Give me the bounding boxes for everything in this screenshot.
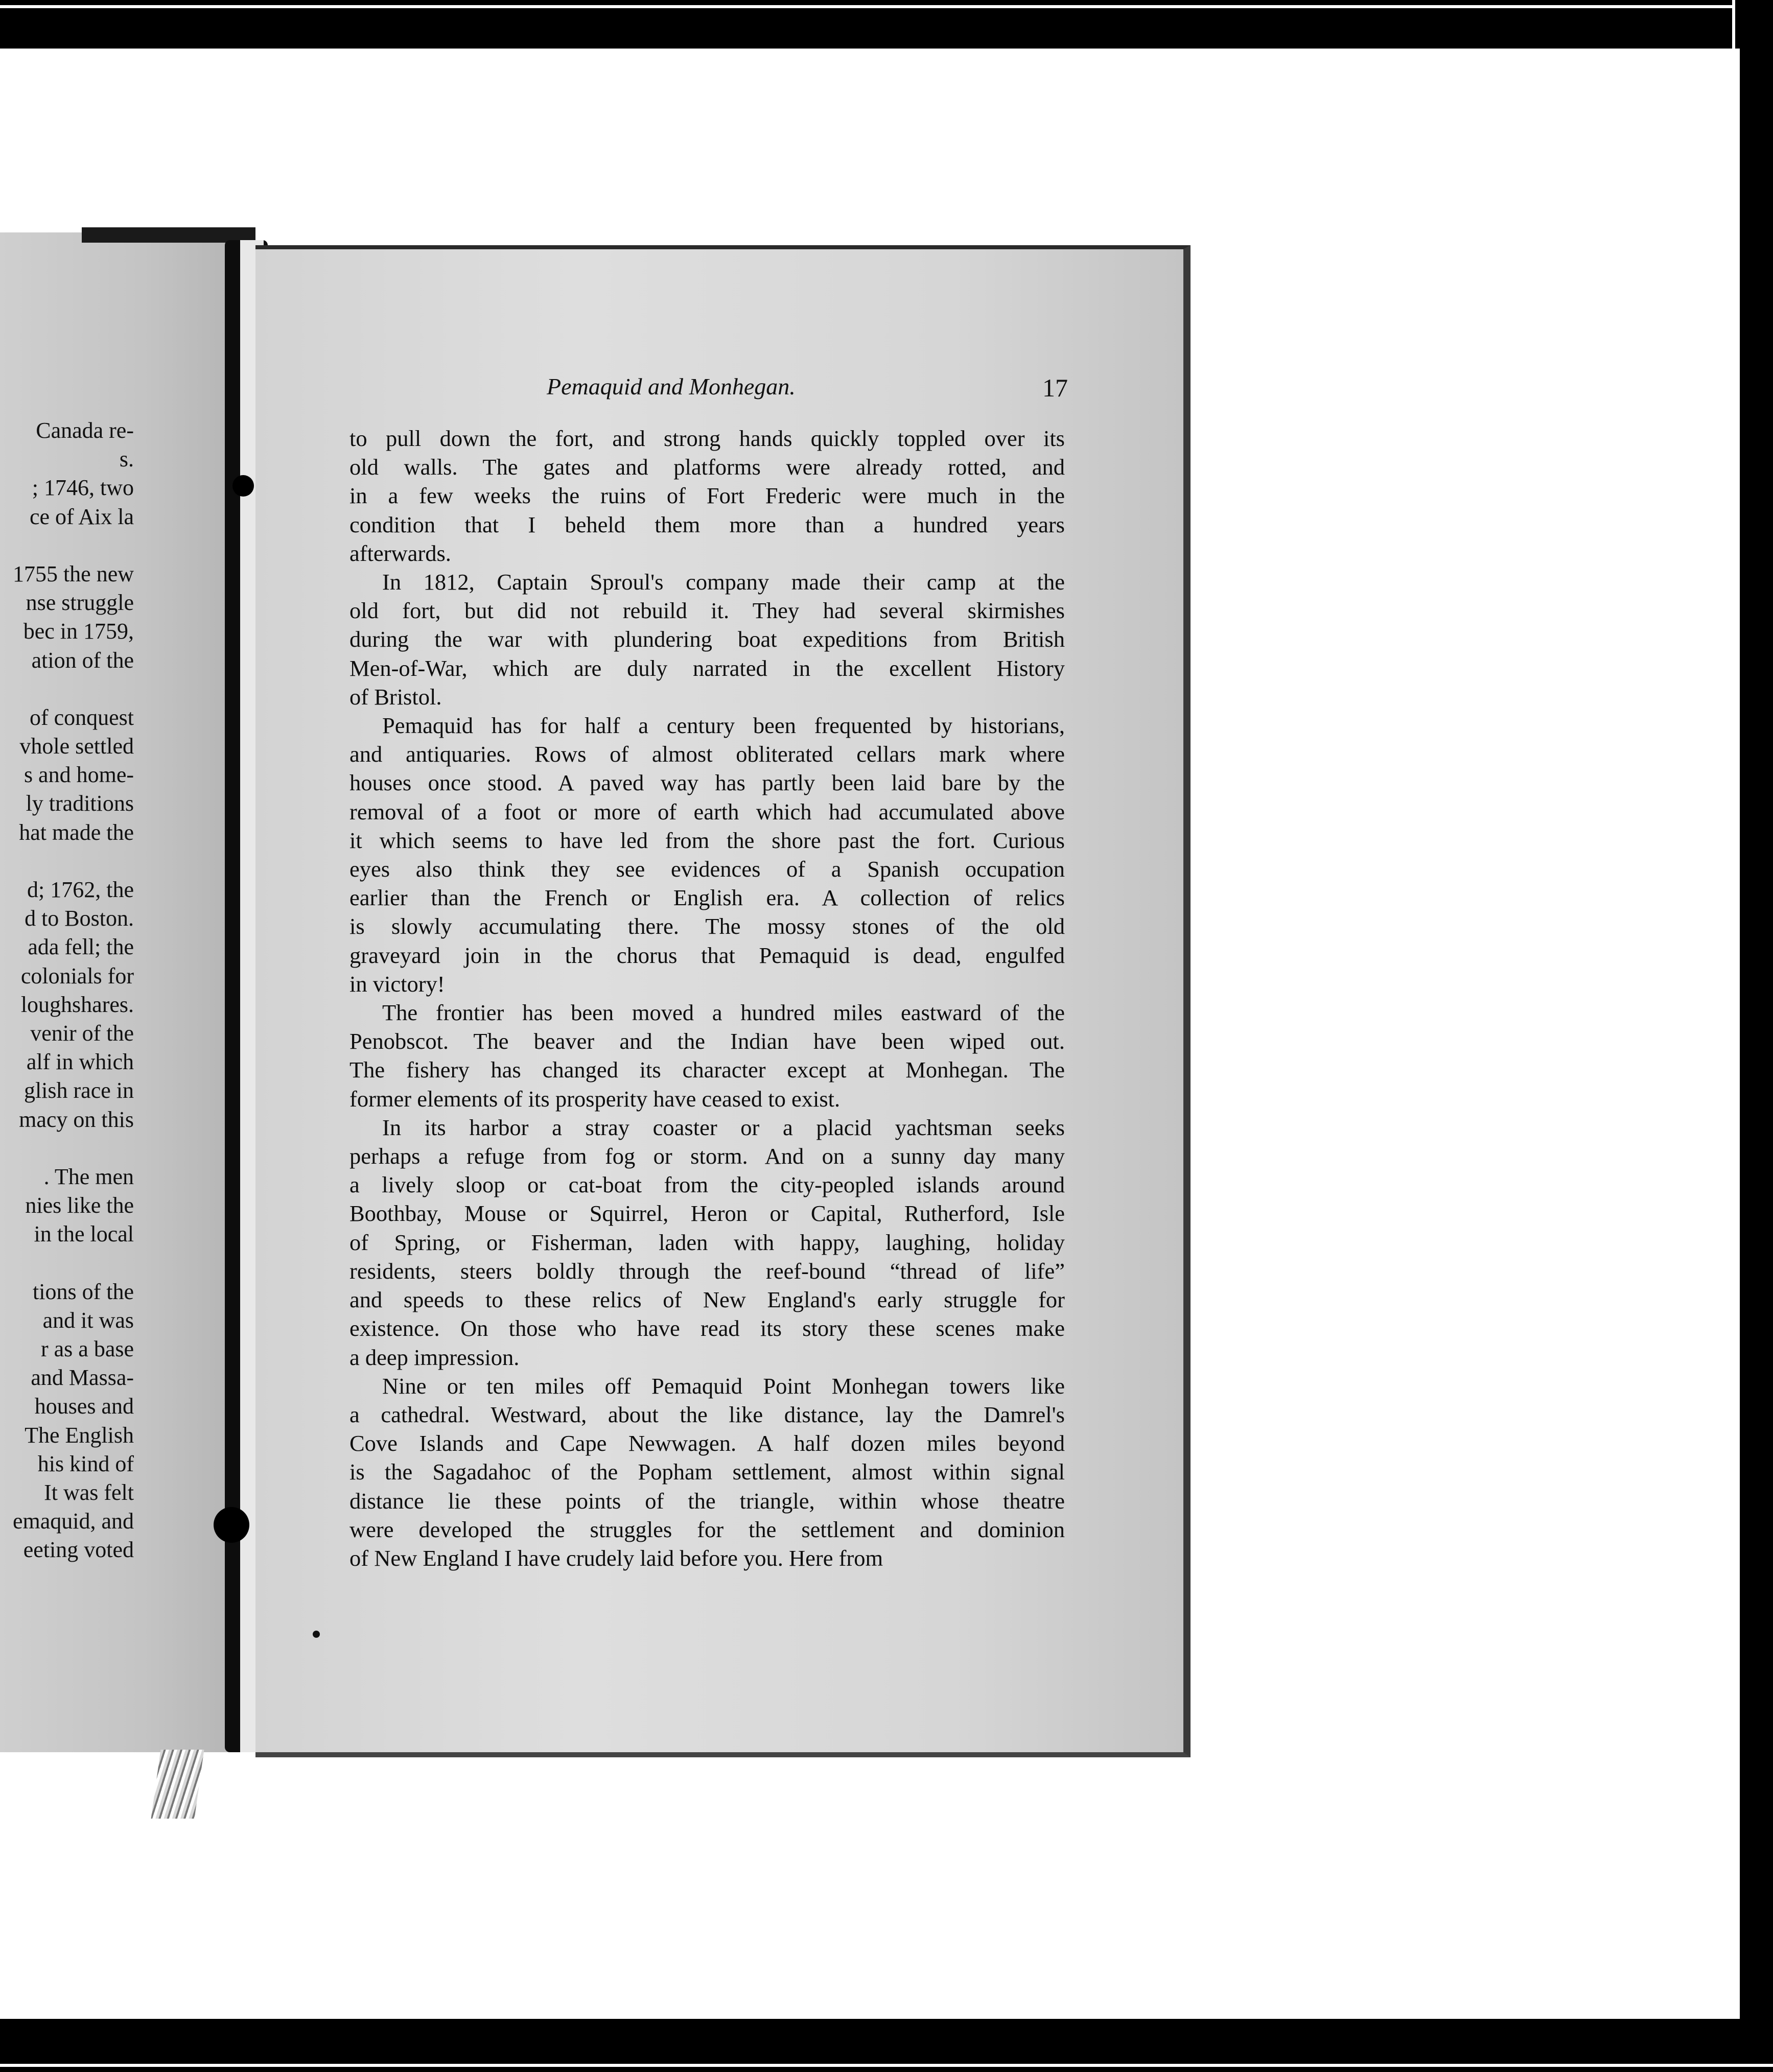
left-page-line: [0, 675, 134, 703]
text-line: afterwards.: [349, 540, 451, 566]
text-line: eyes also think they see evidences of a Spanish occupation: [349, 856, 1065, 882]
text-line: during the war with plundering boat expeditions from British: [349, 626, 1065, 652]
text-line: a deep impression.: [349, 1344, 520, 1370]
text-line: in a few weeks the ruins of Fort Frederic were much in the: [349, 483, 1065, 509]
scan-frame-rule-vertical: [1732, 0, 1735, 49]
text-line: in victory!: [349, 971, 445, 997]
left-page-line: [0, 1249, 134, 1277]
left-page-line: It was felt: [44, 1479, 134, 1505]
binding-stitch: [232, 475, 254, 497]
left-page-line: The English: [25, 1422, 134, 1448]
text-line: graveyard join in the chorus that Pemaquid is dead, engulfed: [349, 942, 1065, 968]
text-line: existence. On those who have read its story these scenes make: [349, 1315, 1065, 1341]
left-page-line: ation of the: [31, 647, 134, 673]
text-line: were developed the struggles for the settlement and dominion: [349, 1516, 1065, 1542]
text-line: residents, steers boldly through the reef-bound “thread of life”: [349, 1258, 1065, 1284]
text-line: and antiquaries. Rows of almost obliterated cellars mark where: [349, 741, 1065, 767]
text-line: The frontier has been moved a hundred miles eastward of the: [382, 1000, 1065, 1026]
page-body: [349, 424, 1065, 1572]
text-line: The fishery has changed its character except at Monhegan. The: [349, 1057, 1065, 1083]
text-line: houses once stood. A paved way has partly been laid bare by the: [349, 770, 1065, 796]
text-line: In its harbor a stray coaster or a placid yachtsman seeks: [382, 1114, 1065, 1140]
text-line: of Spring, or Fisherman, laden with happy, laughing, holiday: [349, 1229, 1065, 1255]
binding-stitch: [214, 1507, 249, 1543]
text-line: a cathedral. Westward, about the like distance, lay the Damrel's: [349, 1401, 1065, 1427]
left-page-line: ce of Aix la: [29, 504, 134, 529]
scan-frame-right: [1740, 0, 1773, 2072]
text-line: Pemaquid has for half a century been frequented by historians,: [382, 713, 1065, 739]
left-page-line: s and home-: [24, 762, 134, 788]
left-page-line: 1755 the new: [12, 561, 134, 586]
left-page-line: s.: [119, 446, 134, 472]
text-line: perhaps a refuge from fog or storm. And on a sunny day many: [349, 1143, 1065, 1169]
text-line: a lively sloop or cat-boat from the city-peopled islands around: [349, 1172, 1065, 1198]
left-page-text: [0, 416, 134, 1565]
left-page-line: [0, 847, 134, 876]
left-page-line: venir of the: [30, 1020, 134, 1046]
left-page-line: loughshares.: [20, 992, 134, 1017]
left-page-line: [0, 1134, 134, 1163]
left-page-line: hat made the: [19, 819, 134, 845]
left-page-line: nse struggle: [26, 590, 134, 616]
left-page-line: bec in 1759,: [23, 619, 134, 644]
text-line: of Bristol.: [349, 684, 442, 710]
text-line: earlier than the French or English era. A collection of relics: [349, 885, 1065, 911]
text-line: to pull down the fort, and strong hands quickly toppled over its: [349, 426, 1065, 451]
left-page-line: vhole settled: [19, 734, 134, 759]
left-page-line: in the local: [34, 1221, 134, 1247]
scan-frame-rule-bottom: [0, 2064, 1773, 2067]
text-line: Boothbay, Mouse or Squirrel, Heron or Capital, Rutherford, Isle: [349, 1200, 1065, 1227]
text-line: former elements of its prosperity have ceased to exist.: [349, 1086, 841, 1112]
left-page-line: ; 1746, two: [32, 475, 134, 501]
left-page-line: d; 1762, the: [27, 877, 134, 902]
scan-frame-rule: [0, 5, 1732, 8]
text-line: Men-of-War, which are duly narrated in the excellent History: [349, 655, 1065, 681]
text-line: and speeds to these relics of New England's early struggle for: [349, 1287, 1065, 1313]
left-page-line: alf in which: [26, 1049, 134, 1075]
left-page-line: and it was: [42, 1307, 134, 1333]
left-page-line: ada fell; the: [28, 934, 134, 960]
left-page-line: and Massa-: [31, 1365, 134, 1391]
text-line: is the Sagadahoc of the Popham settlement, almost within signal: [349, 1459, 1065, 1485]
left-page-line: houses and: [34, 1394, 134, 1419]
text-line: Penobscot. The beaver and the Indian have been wiped out.: [349, 1028, 1065, 1054]
left-page-line: eeting voted: [23, 1537, 134, 1563]
left-page-line: tions of the: [33, 1279, 134, 1304]
left-page-line: d to Boston.: [25, 906, 134, 931]
left-page-line: . The men: [43, 1164, 134, 1189]
text-line: it which seems to have led from the shore past the fort. Curious: [349, 827, 1065, 853]
text-line: Nine or ten miles off Pemaquid Point Monhegan towers like: [382, 1373, 1065, 1399]
left-page-line: macy on this: [19, 1106, 134, 1132]
text-line: condition that I beheld them more than a hundred years: [349, 511, 1065, 537]
left-page-line: his kind of: [37, 1451, 134, 1476]
left-page-line: of conquest: [29, 704, 134, 730]
text-line: is slowly accumulating there. The mossy stones of the old: [349, 913, 1065, 939]
left-page-line: glish race in: [24, 1078, 134, 1103]
left-page-line: Canada re-: [36, 418, 134, 443]
left-page-line: r as a base: [40, 1336, 134, 1361]
text-line: In 1812, Captain Sproul's company made their camp at the: [382, 569, 1065, 595]
left-page-line: ly traditions: [26, 791, 134, 816]
text-line: old fort, but did not rebuild it. They had several skirmishes: [349, 598, 1065, 624]
left-page-line: colonials for: [20, 963, 134, 988]
page-number: 17: [1042, 373, 1068, 402]
text-line: old walls. The gates and platforms were already rotted, and: [349, 454, 1065, 480]
page-header-title: Pemaquid and Monhegan.: [547, 373, 796, 399]
bookmark-ribbon: [151, 1750, 204, 1819]
left-page-line: nies like the: [25, 1193, 134, 1218]
left-page-line: [0, 531, 134, 560]
left-page-line: emaquid, and: [12, 1509, 134, 1534]
page-speck: [313, 1631, 320, 1638]
text-line: Cove Islands and Cape Newwagen. A half dozen miles beyond: [349, 1430, 1065, 1456]
running-header: [547, 373, 1068, 404]
text-line: of New England I have crudely laid before you. Here from: [349, 1545, 883, 1571]
text-line: removal of a foot or more of earth which had accumulated above: [349, 798, 1065, 825]
text-line: distance lie these points of the triangle, within whose theatre: [349, 1488, 1065, 1514]
